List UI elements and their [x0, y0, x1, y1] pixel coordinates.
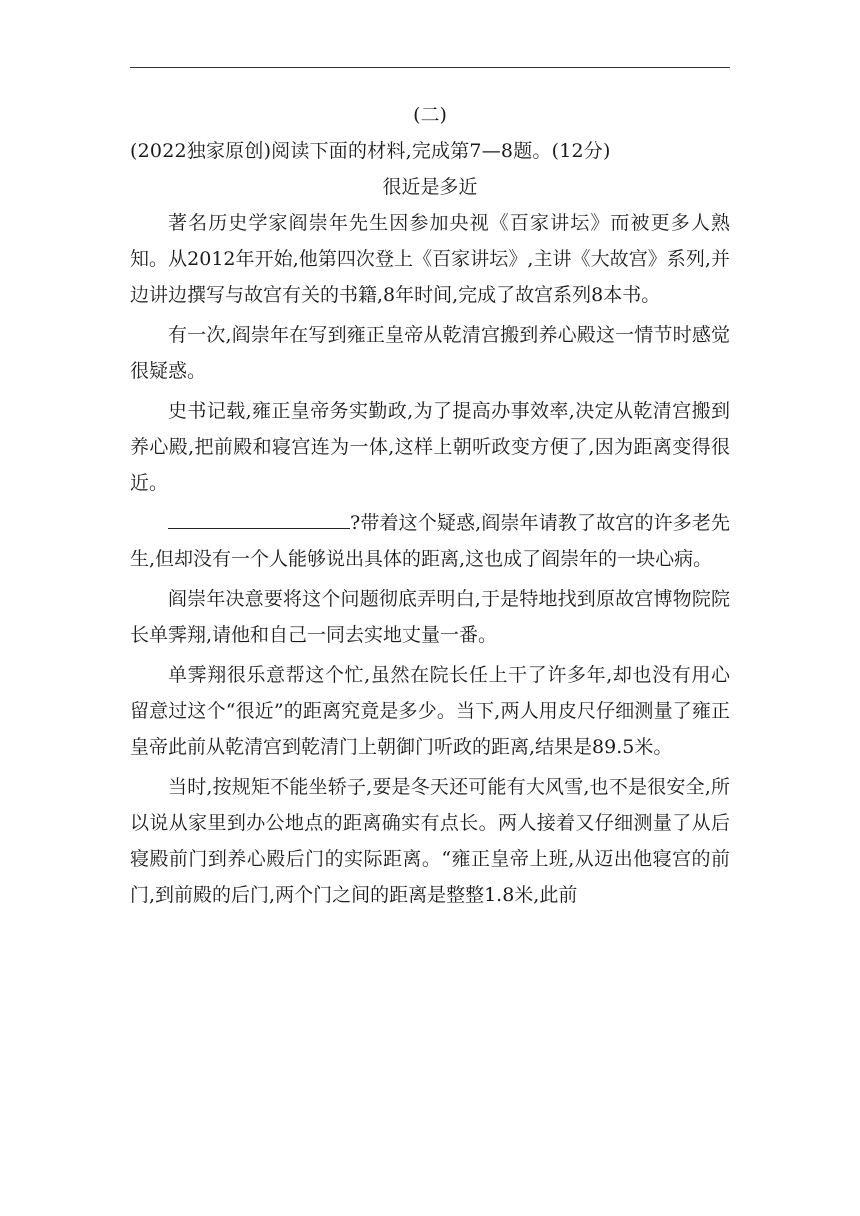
paragraph-2: 有一次,阎崇年在写到雍正皇帝从乾清宫搬到养心殿这一情节时感觉很疑惑。: [130, 324, 730, 382]
fill-in-blank[interactable]: [168, 506, 350, 529]
paragraph-1: 著名历史学家阎崇年先生因参加央视《百家讲坛》而被更多人熟知。从2012年开始,他第四次登上《百家讲坛》,主讲《大故宫》系列,并边讲边撰写与故宫有关的书籍,8年时间,完成了故宫系列8本书。: [130, 212, 730, 306]
header-rule: [130, 67, 730, 68]
paragraph-6: 单霁翔很乐意帮这个忙,虽然在院长任上干了许多年,却也没有用心留意过这个“很近”的距离究竟是多少。当下,两人用皮尺仔细测量了雍正皇帝此前从乾清宫到乾清门上朝御门听政的距离,结果是89.5米。: [130, 664, 730, 758]
paragraph-3: 史书记载,雍正皇帝务实勤政,为了提高办事效率,决定从乾清宫搬到养心殿,把前殿和寝宫连为一体,这样上朝听政变方便了,因为距离变得很近。: [130, 400, 730, 494]
paragraph-4-text: ?带着这个疑惑,阎崇年请教了故宫的许多老先生,但却没有一个人能够说出具体的距离,这也成了阎崇年的一块心病。: [130, 512, 730, 570]
document-body: [130, 97, 730, 917]
paragraph-4: [130, 505, 730, 577]
section-number: (二): [413, 104, 447, 126]
paragraph-5: 阎崇年决意要将这个问题彻底弄明白,于是特地找到原故宫博物院院长单霁翔,请他和自己一同去实地丈量一番。: [130, 588, 730, 646]
question-intro: (2022独家原创)阅读下面的材料,完成第7—8题。(12分): [130, 140, 611, 162]
article-title: 很近是多近: [382, 176, 478, 198]
paragraph-7: 当时,按规矩不能坐轿子,要是冬天还可能有大风雪,也不是很安全,所以说从家里到办公地点的距离确实有点长。两人接着又仔细测量了从后寝殿前门到养心殿后门的实际距离。“雍正皇帝上班,从迈出他寝宫的前门,到前殿的后门,两个门之间的距离是整整1.8米,此前: [130, 776, 730, 906]
